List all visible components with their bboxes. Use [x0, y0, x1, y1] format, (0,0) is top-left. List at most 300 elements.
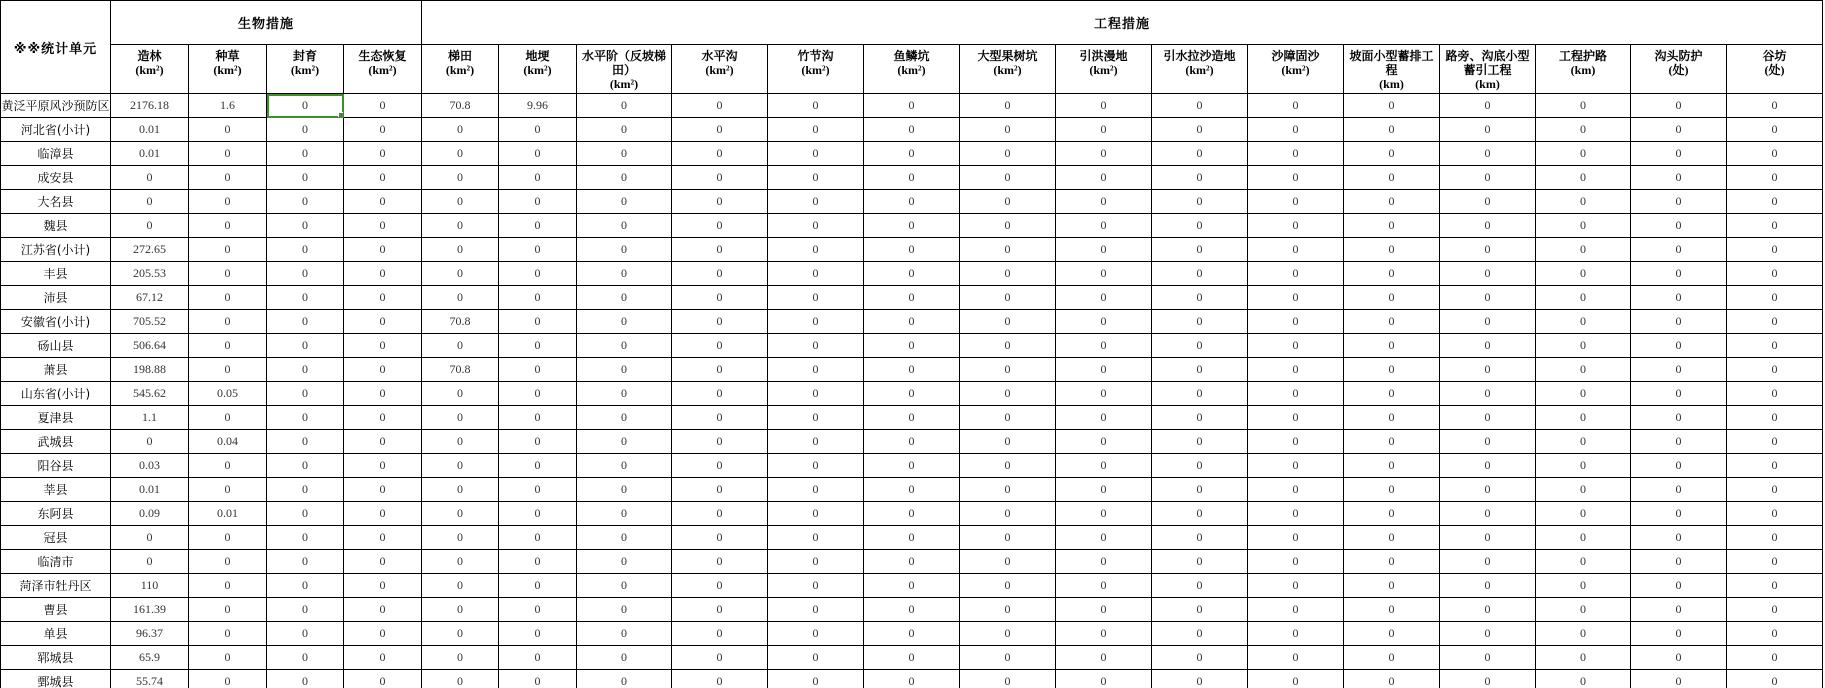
data-cell[interactable]: 0 [344, 622, 422, 646]
data-cell[interactable]: 0 [1536, 574, 1631, 598]
data-cell[interactable]: 0 [1536, 94, 1631, 118]
unit-name-cell[interactable]: 安徽省(小计) [1, 310, 111, 334]
data-cell[interactable]: 0 [1440, 286, 1536, 310]
data-cell[interactable]: 0 [1344, 430, 1440, 454]
data-cell[interactable]: 0 [499, 670, 577, 688]
data-cell[interactable]: 0 [960, 526, 1056, 550]
data-cell[interactable]: 0 [499, 382, 577, 406]
unit-name-cell[interactable]: 山东省(小计) [1, 382, 111, 406]
data-cell[interactable]: 0 [267, 190, 344, 214]
data-cell[interactable]: 0 [768, 526, 864, 550]
data-cell[interactable]: 0 [1440, 214, 1536, 238]
data-cell[interactable]: 0 [1631, 118, 1727, 142]
data-cell[interactable]: 0 [1152, 214, 1248, 238]
data-cell[interactable]: 0 [768, 670, 864, 688]
data-cell[interactable]: 0 [960, 286, 1056, 310]
data-cell[interactable]: 0 [577, 598, 672, 622]
data-cell[interactable]: 0 [768, 94, 864, 118]
data-cell[interactable]: 0 [1344, 670, 1440, 688]
data-cell[interactable]: 0 [1056, 502, 1152, 526]
data-cell[interactable]: 0 [1631, 142, 1727, 166]
unit-name-cell[interactable]: 萧县 [1, 358, 111, 382]
data-cell[interactable]: 0 [672, 166, 768, 190]
data-cell[interactable]: 0 [960, 334, 1056, 358]
data-cell[interactable]: 0 [1152, 310, 1248, 334]
data-cell[interactable]: 0 [960, 94, 1056, 118]
data-cell[interactable]: 0 [672, 238, 768, 262]
data-cell[interactable]: 0 [1248, 478, 1344, 502]
data-cell[interactable]: 0 [189, 574, 267, 598]
data-cell[interactable]: 0 [1440, 598, 1536, 622]
data-cell[interactable]: 0 [344, 190, 422, 214]
data-cell[interactable]: 0 [577, 574, 672, 598]
data-cell[interactable]: 0 [1727, 622, 1823, 646]
data-cell[interactable]: 0 [344, 286, 422, 310]
data-cell[interactable]: 0 [1344, 166, 1440, 190]
data-cell[interactable]: 0 [1440, 382, 1536, 406]
data-cell[interactable]: 0 [1344, 358, 1440, 382]
data-cell[interactable]: 0 [1152, 286, 1248, 310]
data-cell[interactable]: 9.96 [499, 94, 577, 118]
data-cell[interactable]: 0 [577, 142, 672, 166]
data-cell[interactable]: 0 [111, 190, 189, 214]
data-cell[interactable]: 0 [1536, 118, 1631, 142]
data-cell[interactable]: 0 [1536, 502, 1631, 526]
data-cell[interactable]: 0 [499, 406, 577, 430]
data-cell[interactable]: 0 [1344, 550, 1440, 574]
data-cell[interactable]: 0 [768, 622, 864, 646]
data-cell[interactable]: 0 [672, 406, 768, 430]
data-cell[interactable]: 0 [422, 478, 499, 502]
data-cell[interactable]: 0 [344, 502, 422, 526]
data-cell[interactable]: 0.01 [111, 478, 189, 502]
data-cell[interactable]: 96.37 [111, 622, 189, 646]
data-cell[interactable]: 0 [1248, 358, 1344, 382]
data-cell[interactable]: 0 [267, 430, 344, 454]
data-cell[interactable]: 0 [1152, 550, 1248, 574]
data-cell[interactable]: 0 [1056, 550, 1152, 574]
data-cell[interactable]: 0 [960, 478, 1056, 502]
data-cell[interactable]: 0 [864, 526, 960, 550]
data-cell[interactable]: 0 [1631, 526, 1727, 550]
data-cell[interactable]: 0 [189, 526, 267, 550]
unit-name-cell[interactable]: 河北省(小计) [1, 118, 111, 142]
data-cell[interactable]: 0 [344, 166, 422, 190]
data-cell[interactable]: 0 [1727, 142, 1823, 166]
data-cell[interactable]: 0 [1631, 238, 1727, 262]
data-cell[interactable]: 0 [499, 430, 577, 454]
data-cell[interactable]: 0 [768, 142, 864, 166]
column-header[interactable] [577, 45, 672, 94]
data-cell[interactable]: 0 [1440, 334, 1536, 358]
data-cell[interactable]: 0 [1152, 118, 1248, 142]
data-cell[interactable]: 0 [267, 574, 344, 598]
data-cell[interactable]: 0 [1344, 646, 1440, 670]
data-cell[interactable]: 0 [864, 238, 960, 262]
data-cell[interactable]: 0 [1344, 334, 1440, 358]
data-cell[interactable]: 0 [1727, 238, 1823, 262]
data-cell[interactable]: 0 [1536, 406, 1631, 430]
data-cell[interactable]: 0 [1344, 262, 1440, 286]
data-cell[interactable]: 0 [672, 286, 768, 310]
unit-name-cell[interactable]: 魏县 [1, 214, 111, 238]
data-cell[interactable]: 0 [1631, 406, 1727, 430]
data-cell[interactable]: 0 [768, 334, 864, 358]
group-header[interactable]: 生物措施 [111, 1, 422, 45]
data-cell[interactable]: 0 [864, 142, 960, 166]
data-cell[interactable]: 0 [672, 262, 768, 286]
data-cell[interactable]: 0 [1344, 526, 1440, 550]
data-cell[interactable]: 0 [1727, 286, 1823, 310]
data-cell[interactable]: 0 [1248, 406, 1344, 430]
data-cell[interactable]: 0 [672, 94, 768, 118]
data-cell[interactable]: 0 [1727, 670, 1823, 688]
unit-name-cell[interactable]: 鄄城县 [1, 670, 111, 688]
data-cell[interactable]: 0 [1727, 454, 1823, 478]
data-cell[interactable]: 0 [960, 382, 1056, 406]
data-cell[interactable]: 0 [189, 142, 267, 166]
data-cell[interactable]: 0 [768, 598, 864, 622]
data-cell[interactable]: 0 [1631, 382, 1727, 406]
data-cell[interactable]: 0 [1344, 190, 1440, 214]
column-header[interactable] [1152, 45, 1248, 94]
data-cell[interactable]: 0 [1248, 670, 1344, 688]
data-cell[interactable]: 0.03 [111, 454, 189, 478]
data-cell[interactable]: 0 [1248, 430, 1344, 454]
data-cell[interactable]: 0.01 [111, 142, 189, 166]
data-cell[interactable]: 0 [577, 646, 672, 670]
data-cell[interactable]: 0 [1344, 598, 1440, 622]
data-cell[interactable]: 0 [1152, 622, 1248, 646]
data-cell[interactable]: 70.8 [422, 310, 499, 334]
data-cell[interactable]: 0 [499, 334, 577, 358]
data-cell[interactable]: 0 [1248, 286, 1344, 310]
data-cell[interactable]: 0 [267, 670, 344, 688]
data-cell[interactable]: 0 [422, 526, 499, 550]
data-cell[interactable]: 0 [672, 526, 768, 550]
data-cell[interactable]: 0 [189, 406, 267, 430]
data-cell[interactable]: 0 [1631, 502, 1727, 526]
data-cell[interactable]: 205.53 [111, 262, 189, 286]
data-cell[interactable]: 0 [344, 526, 422, 550]
data-cell[interactable]: 0 [1056, 286, 1152, 310]
data-cell[interactable]: 0 [1056, 478, 1152, 502]
data-cell[interactable]: 0 [344, 430, 422, 454]
data-cell[interactable]: 0 [422, 622, 499, 646]
data-cell[interactable]: 0 [1727, 310, 1823, 334]
data-cell[interactable]: 0 [344, 334, 422, 358]
data-cell[interactable]: 0 [1727, 406, 1823, 430]
data-cell[interactable]: 0 [267, 238, 344, 262]
data-cell[interactable]: 0 [344, 262, 422, 286]
data-cell[interactable]: 67.12 [111, 286, 189, 310]
data-cell[interactable]: 0 [864, 262, 960, 286]
data-cell[interactable]: 0 [960, 406, 1056, 430]
data-cell[interactable]: 0 [1727, 382, 1823, 406]
data-cell[interactable]: 0 [672, 310, 768, 334]
data-cell[interactable]: 0 [672, 478, 768, 502]
data-cell[interactable]: 0 [1056, 358, 1152, 382]
data-cell[interactable]: 0 [1248, 166, 1344, 190]
data-cell[interactable]: 0 [960, 214, 1056, 238]
data-cell[interactable]: 0 [1536, 166, 1631, 190]
data-cell[interactable]: 0 [1440, 526, 1536, 550]
data-cell[interactable]: 0 [1440, 190, 1536, 214]
data-cell[interactable]: 0 [189, 358, 267, 382]
data-cell[interactable]: 0 [1727, 478, 1823, 502]
unit-name-cell[interactable]: 成安县 [1, 166, 111, 190]
data-cell[interactable]: 0 [267, 550, 344, 574]
data-cell[interactable]: 0 [960, 310, 1056, 334]
data-cell[interactable]: 0 [1536, 646, 1631, 670]
data-cell[interactable]: 0 [344, 142, 422, 166]
data-cell[interactable]: 0 [267, 310, 344, 334]
data-cell[interactable]: 0 [344, 574, 422, 598]
data-cell[interactable]: 0 [1344, 214, 1440, 238]
data-cell[interactable]: 0 [1344, 238, 1440, 262]
data-cell[interactable]: 0 [864, 310, 960, 334]
data-cell[interactable]: 0 [1440, 118, 1536, 142]
data-cell[interactable]: 0 [267, 502, 344, 526]
data-cell[interactable]: 0 [1056, 190, 1152, 214]
data-cell[interactable]: 0 [672, 118, 768, 142]
data-cell[interactable]: 0 [1440, 262, 1536, 286]
data-cell[interactable]: 0 [1056, 94, 1152, 118]
data-cell[interactable]: 0 [267, 118, 344, 142]
data-cell[interactable]: 0 [864, 454, 960, 478]
data-cell[interactable]: 0 [1440, 550, 1536, 574]
data-cell[interactable]: 0 [577, 262, 672, 286]
unit-name-cell[interactable]: 丰县 [1, 262, 111, 286]
data-cell[interactable]: 0 [111, 214, 189, 238]
data-cell[interactable]: 0 [189, 310, 267, 334]
data-cell[interactable]: 0 [1536, 334, 1631, 358]
data-cell[interactable]: 0 [1536, 598, 1631, 622]
data-cell[interactable]: 0 [577, 118, 672, 142]
data-cell[interactable]: 0 [864, 406, 960, 430]
fill-handle[interactable] [338, 112, 344, 118]
data-cell[interactable]: 0 [1440, 622, 1536, 646]
data-cell[interactable]: 0 [864, 430, 960, 454]
data-cell[interactable]: 0 [577, 454, 672, 478]
column-header[interactable] [344, 45, 422, 94]
data-cell[interactable]: 0 [1727, 502, 1823, 526]
data-cell[interactable]: 0 [1536, 550, 1631, 574]
data-cell[interactable]: 0 [1248, 334, 1344, 358]
data-cell[interactable]: 0 [1440, 502, 1536, 526]
data-cell[interactable]: 0 [1248, 598, 1344, 622]
data-cell[interactable]: 0 [960, 262, 1056, 286]
data-cell[interactable]: 0 [422, 334, 499, 358]
data-cell[interactable]: 0 [422, 214, 499, 238]
data-cell[interactable]: 0 [1727, 94, 1823, 118]
data-cell[interactable]: 0 [1631, 286, 1727, 310]
data-cell[interactable]: 0 [189, 262, 267, 286]
data-cell[interactable]: 0 [344, 646, 422, 670]
data-cell[interactable]: 0 [344, 358, 422, 382]
data-cell[interactable]: 0 [864, 382, 960, 406]
data-cell[interactable]: 0 [189, 190, 267, 214]
data-cell[interactable]: 0 [499, 286, 577, 310]
data-cell[interactable]: 0 [499, 262, 577, 286]
data-cell[interactable]: 198.88 [111, 358, 189, 382]
unit-column-header[interactable]: ※※统计单元 [1, 1, 111, 94]
data-cell[interactable]: 0 [864, 598, 960, 622]
data-cell[interactable]: 0 [768, 310, 864, 334]
data-cell[interactable]: 0 [1152, 574, 1248, 598]
data-cell[interactable]: 0 [267, 454, 344, 478]
selected-cell[interactable]: 0 [267, 94, 344, 118]
data-cell[interactable]: 0 [422, 286, 499, 310]
data-cell[interactable]: 0 [267, 382, 344, 406]
data-cell[interactable]: 1.1 [111, 406, 189, 430]
data-cell[interactable]: 0 [768, 358, 864, 382]
data-cell[interactable]: 0 [768, 262, 864, 286]
data-cell[interactable]: 0 [1536, 478, 1631, 502]
data-cell[interactable]: 0 [1727, 646, 1823, 670]
data-cell[interactable]: 0.04 [189, 430, 267, 454]
data-cell[interactable]: 0 [1344, 622, 1440, 646]
data-cell[interactable]: 0 [1344, 382, 1440, 406]
data-cell[interactable]: 0 [1152, 430, 1248, 454]
column-header[interactable] [111, 45, 189, 94]
data-cell[interactable]: 0 [672, 502, 768, 526]
data-cell[interactable]: 0 [1248, 118, 1344, 142]
data-cell[interactable]: 0 [1536, 670, 1631, 688]
data-cell[interactable]: 0 [960, 190, 1056, 214]
data-cell[interactable]: 0 [1152, 94, 1248, 118]
data-cell[interactable]: 0 [1440, 454, 1536, 478]
data-cell[interactable]: 0 [1056, 622, 1152, 646]
data-cell[interactable]: 0 [960, 550, 1056, 574]
data-cell[interactable]: 0 [577, 670, 672, 688]
column-header[interactable] [1631, 45, 1727, 94]
data-cell[interactable]: 0 [672, 358, 768, 382]
data-cell[interactable]: 0 [499, 118, 577, 142]
data-cell[interactable]: 0 [1056, 406, 1152, 430]
data-cell[interactable]: 0 [1056, 598, 1152, 622]
data-cell[interactable]: 0 [768, 430, 864, 454]
data-cell[interactable]: 0 [577, 406, 672, 430]
data-cell[interactable]: 0 [422, 646, 499, 670]
data-cell[interactable]: 70.8 [422, 94, 499, 118]
data-cell[interactable]: 0 [577, 622, 672, 646]
data-cell[interactable]: 0 [189, 550, 267, 574]
data-cell[interactable]: 0 [1536, 358, 1631, 382]
data-cell[interactable]: 0 [189, 454, 267, 478]
data-cell[interactable]: 0 [1248, 382, 1344, 406]
data-cell[interactable]: 0 [864, 574, 960, 598]
data-cell[interactable]: 506.64 [111, 334, 189, 358]
data-cell[interactable]: 0 [1631, 262, 1727, 286]
data-cell[interactable]: 0 [768, 166, 864, 190]
data-cell[interactable]: 0 [1631, 622, 1727, 646]
data-cell[interactable]: 0 [1536, 310, 1631, 334]
data-cell[interactable]: 0 [1536, 430, 1631, 454]
data-cell[interactable]: 0 [960, 646, 1056, 670]
data-cell[interactable]: 0 [577, 214, 672, 238]
data-cell[interactable]: 0 [1344, 142, 1440, 166]
data-cell[interactable]: 0 [1440, 670, 1536, 688]
data-cell[interactable]: 0 [267, 622, 344, 646]
data-cell[interactable]: 0 [267, 214, 344, 238]
unit-name-cell[interactable]: 郓城县 [1, 646, 111, 670]
data-cell[interactable]: 0 [1152, 190, 1248, 214]
column-header[interactable] [499, 45, 577, 94]
data-cell[interactable]: 0 [499, 574, 577, 598]
data-cell[interactable]: 0 [768, 238, 864, 262]
data-cell[interactable]: 0 [267, 406, 344, 430]
data-cell[interactable]: 0 [499, 142, 577, 166]
data-cell[interactable]: 0 [1056, 238, 1152, 262]
data-cell[interactable]: 0 [577, 550, 672, 574]
data-cell[interactable]: 0 [768, 286, 864, 310]
data-cell[interactable]: 0 [499, 646, 577, 670]
data-cell[interactable]: 0 [189, 598, 267, 622]
data-cell[interactable]: 0 [1440, 238, 1536, 262]
column-header[interactable] [672, 45, 768, 94]
data-cell[interactable]: 1.6 [189, 94, 267, 118]
data-cell[interactable]: 0 [672, 454, 768, 478]
data-cell[interactable]: 0 [1248, 142, 1344, 166]
column-header[interactable] [864, 45, 960, 94]
data-cell[interactable]: 0 [344, 214, 422, 238]
data-cell[interactable]: 0 [1631, 550, 1727, 574]
data-cell[interactable]: 0 [267, 334, 344, 358]
data-cell[interactable]: 0 [1056, 310, 1152, 334]
data-cell[interactable]: 0 [499, 454, 577, 478]
data-cell[interactable]: 0 [1440, 574, 1536, 598]
data-cell[interactable]: 0 [1440, 478, 1536, 502]
data-cell[interactable]: 0 [1727, 214, 1823, 238]
data-cell[interactable]: 0 [189, 286, 267, 310]
data-cell[interactable]: 0 [1056, 670, 1152, 688]
group-header[interactable]: 工程措施 [422, 1, 1823, 45]
data-cell[interactable]: 0 [1056, 166, 1152, 190]
data-cell[interactable]: 0 [1248, 94, 1344, 118]
column-header[interactable] [1536, 45, 1631, 94]
data-cell[interactable]: 0 [960, 142, 1056, 166]
data-cell[interactable]: 0 [672, 430, 768, 454]
data-cell[interactable]: 0 [1727, 574, 1823, 598]
data-cell[interactable]: 0 [1344, 574, 1440, 598]
data-cell[interactable]: 0 [189, 238, 267, 262]
data-cell[interactable]: 0 [1727, 190, 1823, 214]
data-cell[interactable]: 0 [1152, 262, 1248, 286]
data-cell[interactable]: 0 [672, 670, 768, 688]
data-cell[interactable]: 0 [189, 670, 267, 688]
data-cell[interactable]: 0 [267, 358, 344, 382]
data-cell[interactable]: 0 [1631, 598, 1727, 622]
data-cell[interactable]: 0 [960, 574, 1056, 598]
data-cell[interactable]: 0 [577, 310, 672, 334]
data-cell[interactable]: 272.65 [111, 238, 189, 262]
data-cell[interactable]: 0.01 [111, 118, 189, 142]
data-cell[interactable]: 0 [577, 190, 672, 214]
data-cell[interactable]: 0 [672, 190, 768, 214]
data-cell[interactable]: 0 [960, 622, 1056, 646]
data-cell[interactable]: 0 [1536, 622, 1631, 646]
data-cell[interactable]: 0 [422, 238, 499, 262]
data-cell[interactable]: 0 [1056, 142, 1152, 166]
data-cell[interactable]: 0 [1440, 430, 1536, 454]
data-cell[interactable]: 0 [960, 454, 1056, 478]
data-cell[interactable]: 0 [864, 550, 960, 574]
data-cell[interactable]: 70.8 [422, 358, 499, 382]
data-cell[interactable]: 0 [1056, 262, 1152, 286]
data-cell[interactable]: 0 [768, 382, 864, 406]
column-header[interactable] [768, 45, 864, 94]
